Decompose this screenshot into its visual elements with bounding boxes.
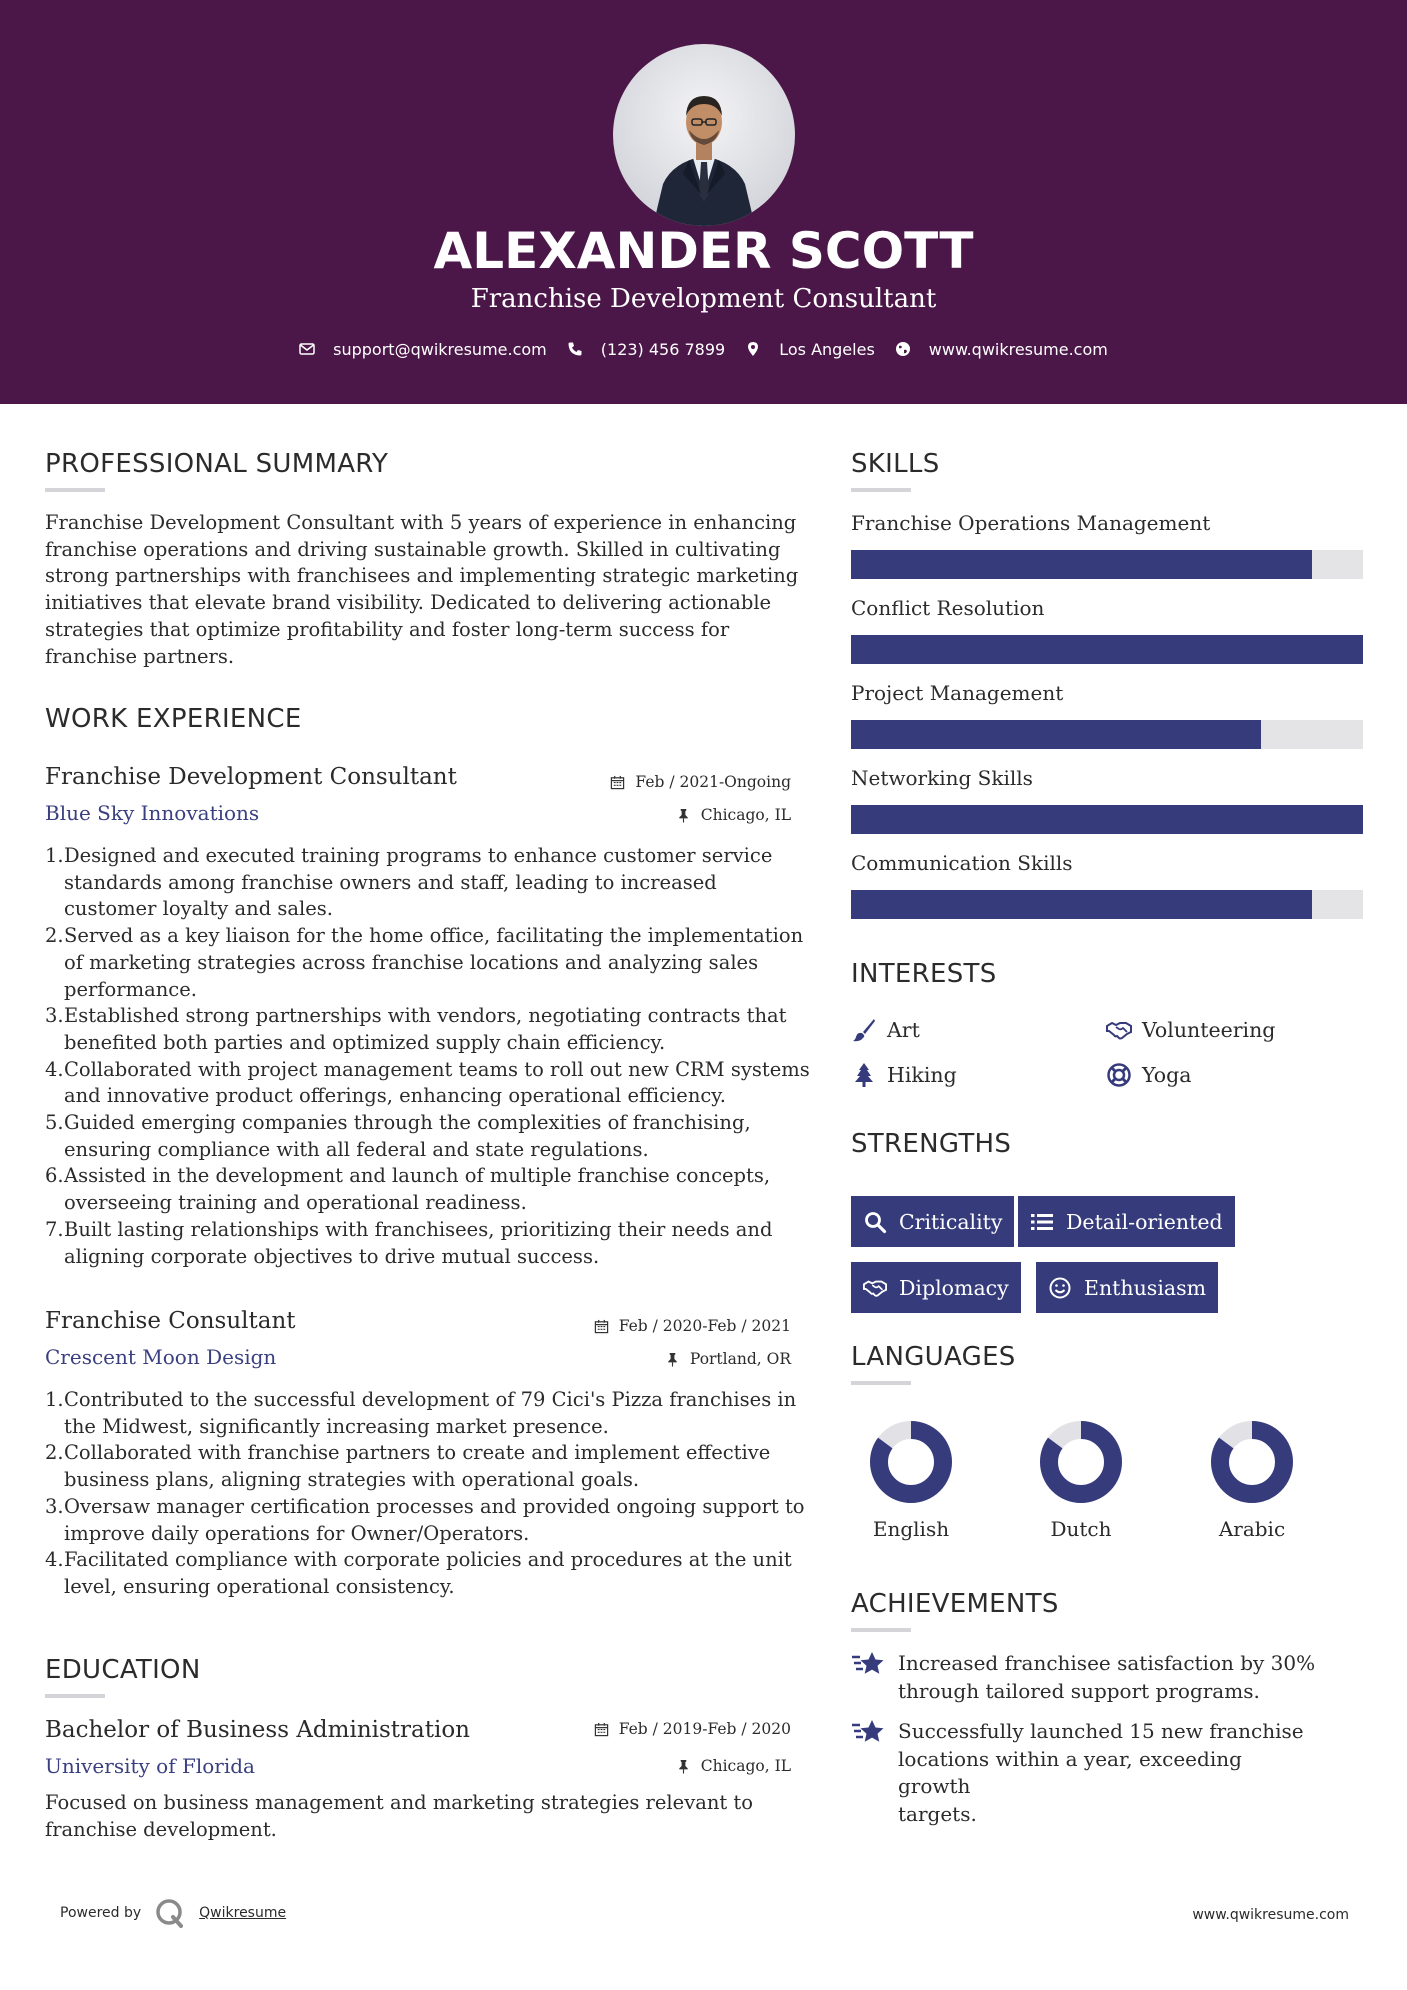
tree-icon [851,1062,877,1088]
lifering-icon [1106,1062,1132,1088]
powered-by-text: Powered by [60,1905,142,1921]
list-item [45,1217,825,1270]
achievement-line: locations within a year, exceeding growth [898,1746,1242,1798]
strength-badge [1036,1262,1218,1313]
summary-text [45,510,805,670]
education-location-text: Chicago, IL [700,1757,791,1775]
list-item [45,923,825,1003]
contact-location [745,340,875,359]
strength-label: Detail-oriented [1066,1209,1223,1234]
calendar-icon [594,1319,609,1334]
list-number: 2. [45,924,64,948]
footer-site-link[interactable]: www.qwikresume.com [1192,1907,1349,1923]
languages-rule [851,1381,911,1385]
pushpin-icon [676,1759,691,1774]
job-title: Franchise Development Consultant [45,764,457,790]
list-line: improve daily operations for Owner/Operators. [64,1521,530,1545]
contact-email[interactable] [299,340,547,359]
education-dates [594,1720,791,1738]
list-number: 3. [45,1004,64,1028]
list-item [45,1547,825,1600]
skill-name: Conflict Resolution [851,596,1045,620]
list-line: overseeing training and operational readiness. [64,1191,527,1215]
list-number: 3. [45,1494,64,1518]
achievement-text [898,1650,1318,1705]
star-award-icon [851,1716,885,1746]
education-dates-text: Feb / 2019-Feb / 2020 [618,1720,791,1738]
strength-label: Criticality [899,1209,1003,1234]
skill-bar-fill [851,805,1363,834]
skills-rule [851,488,911,492]
language-item [841,1417,981,1541]
list-item [45,843,825,923]
calendar-icon [594,1722,609,1737]
pushpin-icon [676,808,691,823]
contact-phone[interactable] [567,340,725,359]
education-line: Focused on business management and marketing strategies relevant to [45,1791,754,1814]
job-dates [610,773,791,791]
job-location [665,1350,791,1368]
strengths-heading: STRENGTHS [851,1129,1012,1159]
qwikresume-logo-icon [155,1898,185,1928]
language-label: Dutch [1050,1517,1112,1541]
list-number: 2. [45,1441,64,1465]
skill-name: Project Management [851,681,1064,705]
achievement-text [898,1718,1318,1828]
achievement-item [851,1718,1318,1828]
paintbrush-icon [851,1017,877,1043]
achievement-line: Increased franchisee satisfaction by 30% [898,1651,1316,1675]
achievements-rule [851,1628,911,1632]
language-item [1182,1417,1322,1541]
job-title: Franchise Consultant [45,1308,296,1334]
education-rule [45,1694,105,1698]
skill-bar-fill [851,635,1363,664]
achievement-line: Successfully launched 15 new franchise [898,1719,1304,1743]
pushpin-icon [665,1352,680,1367]
language-label: English [872,1517,950,1541]
skill-name: Communication Skills [851,851,1073,875]
list-line: Collaborated with franchise partners to create and implement effective [64,1441,771,1465]
list-line: business plans, aligning strategies with operational goals. [64,1468,640,1492]
company-name: Crescent Moon Design [45,1345,277,1369]
list-line: Facilitated compliance with corporate policies and procedures at the unit [64,1548,792,1572]
phone-icon [567,341,583,357]
education-heading: EDUCATION [45,1655,201,1685]
languages-heading: LANGUAGES [851,1342,1016,1372]
school-name: University of Florida [45,1754,255,1778]
education-line: franchise development. [45,1817,277,1841]
skill-bar [851,805,1363,834]
list-item [45,1110,825,1163]
interest-label: Art [887,1018,920,1042]
list-number: 6. [45,1164,64,1188]
achievement-item [851,1650,1318,1705]
interest-label: Volunteering [1142,1018,1276,1042]
list-line: Designed and executed training programs to enhance customer service [64,844,773,867]
list-line: Contributed to the successful development of 79 Cici's Pizza franchises in [64,1388,797,1411]
degree-title: Bachelor of Business Administration [45,1717,470,1743]
list-item [45,1003,825,1056]
strength-badge [851,1262,1021,1313]
summary-line: strategies that optimize profitability and foster long-term success for [45,617,730,641]
summary-line: Franchise Development Consultant with 5 years of experience in enhancing [45,511,797,534]
list-line: ensuring compliance with all federal and state regulations. [64,1137,649,1161]
candidate-role: Franchise Development Consultant [470,284,937,314]
interest-item [851,1017,920,1043]
contact-website[interactable] [895,340,1108,359]
strength-badge [851,1196,1014,1247]
list-number: 4. [45,1548,64,1572]
contact-email-text: support@qwikresume.com [333,339,547,359]
interest-item [1106,1017,1275,1043]
contact-website-text: www.qwikresume.com [928,339,1108,359]
list-item [45,1494,825,1547]
strength-label: Diplomacy [899,1275,1009,1300]
footer-powered-by [60,1898,286,1928]
language-donut [1036,1417,1126,1507]
profile-photo [613,44,795,226]
language-donut [866,1417,956,1507]
list-number: 1. [45,844,64,867]
list-line: aligning corporate objectives to drive mutual success. [64,1244,600,1268]
skill-bar-fill [851,890,1312,919]
skill-bar-fill [851,550,1312,579]
interest-item [1106,1062,1191,1088]
list-line: Assisted in the development and launch of multiple franchise concepts, [64,1164,771,1188]
list-number: 7. [45,1217,64,1241]
interest-label: Hiking [887,1063,957,1087]
job-location-text: Chicago, IL [700,806,791,824]
list-line: the Midwest, significantly increasing market presence. [64,1414,609,1438]
list-number: 4. [45,1057,64,1081]
interests-heading: INTERESTS [851,959,997,989]
skills-heading: SKILLS [851,449,940,479]
contact-phone-text: (123) 456 7899 [600,339,726,359]
envelope-icon [299,341,315,357]
skill-bar [851,890,1363,919]
contact-bar [0,336,1407,362]
language-donut [1207,1417,1297,1507]
list-line: Oversaw manager certification processes and provided ongoing support to [64,1494,805,1518]
handshake-icon [863,1276,887,1300]
strength-label: Enthusiasm [1084,1275,1207,1300]
education-description [45,1790,805,1843]
work-heading: WORK EXPERIENCE [45,704,302,734]
candidate-name: ALEXANDER SCOTT [433,222,974,280]
skill-name: Networking Skills [851,766,1033,790]
achievements-heading: ACHIEVEMENTS [851,1589,1059,1619]
interest-label: Yoga [1142,1063,1192,1087]
map-pin-icon [745,341,761,357]
brand-link[interactable]: Qwikresume [199,1905,287,1921]
list-line: Built lasting relationships with franchisees, prioritizing their needs and [64,1217,773,1241]
achievement-line: targets. [898,1801,977,1826]
resume-header [0,0,1407,404]
list-line: Collaborated with project management teams to roll out new CRM systems [64,1057,810,1081]
list-line: and innovative product offerings, enhancing operational efficiency. [64,1084,726,1108]
job-dates [594,1317,791,1335]
job-location [676,806,791,824]
list-line: of marketing strategies across franchise locations and analyzing sales [64,950,759,974]
list-line: customer loyalty and sales. [64,897,334,921]
language-label: Arabic [1218,1517,1286,1541]
summary-line: initiatives that elevate brand visibility. Dedicated to delivering actionable [45,591,772,615]
list-line: Guided emerging companies through the complexities of franchising, [64,1111,751,1135]
calendar-icon [610,775,625,790]
list-line: level, ensuring operational consistency. [64,1574,455,1598]
language-item [1011,1417,1151,1541]
skill-bar-fill [851,720,1261,749]
list-line: standards among franchise owners and staff, leading to increased [64,870,717,894]
list-line: benefited both parties and optimized supply chain efficiency. [64,1030,666,1054]
company-name: Blue Sky Innovations [45,801,260,825]
list-line: Served as a key liaison for the home office, facilitating the implementation [64,924,804,948]
list-item [45,1163,825,1216]
skill-bar [851,550,1363,579]
list-number: 5. [45,1111,64,1135]
education-location [676,1757,791,1775]
list-icon [1030,1210,1054,1234]
job-dates-text: Feb / 2021-Ongoing [635,773,791,791]
contact-location-text: Los Angeles [779,339,875,359]
job-dates-text: Feb / 2020-Feb / 2021 [618,1317,791,1335]
skill-name: Franchise Operations Management [851,511,1211,535]
interest-item [851,1062,957,1088]
summary-heading: PROFESSIONAL SUMMARY [45,449,389,479]
list-item [45,1440,825,1493]
list-line: Established strong partnerships with vendors, negotiating contracts that [64,1004,787,1028]
summary-line: strong partnerships with franchisees and implementing strategic marketing [45,564,799,588]
globe-icon [895,341,911,357]
list-item [45,1387,825,1440]
achievement-line: through tailored support programs. [898,1678,1260,1703]
summary-line: franchise operations and driving sustainable growth. Skilled in cultivating [45,537,781,561]
strength-badge [1018,1196,1235,1247]
smile-icon [1048,1276,1072,1300]
job-location-text: Portland, OR [689,1350,791,1368]
summary-rule [45,488,105,492]
skill-bar [851,635,1363,664]
list-line: performance. [64,977,197,1001]
skill-bar [851,720,1363,749]
star-award-icon [851,1648,885,1678]
search-icon [863,1210,887,1234]
job-bullets [45,843,825,1270]
summary-line: franchise partners. [45,644,235,668]
job-bullets [45,1387,825,1601]
list-item [45,1057,825,1110]
list-number: 1. [45,1388,64,1411]
handshake-icon [1106,1017,1132,1043]
